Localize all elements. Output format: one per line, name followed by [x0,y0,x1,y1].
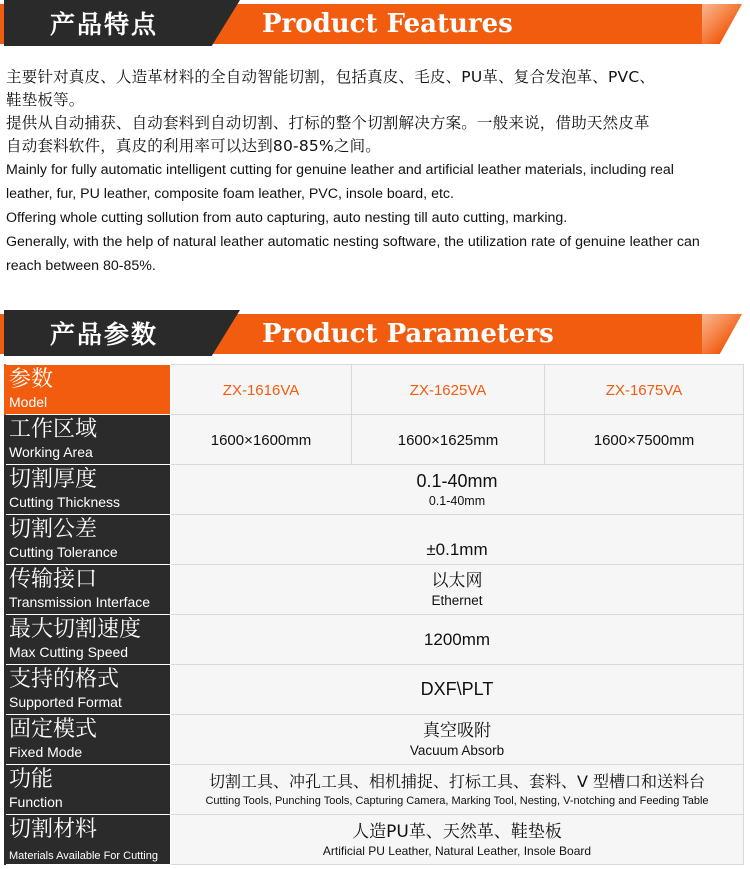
table-row-cutting-tolerance [5,515,744,565]
table-row-supported-format [5,665,744,715]
model-value: ZX-1675VA [605,382,683,399]
table-cell [171,365,352,415]
fixed-mode-value-en: Vacuum Absorb [409,742,505,758]
row-label [5,815,171,865]
row-label-cn: 切割公差 [9,517,98,542]
row-label-en: Fixed Mode [9,744,83,760]
desc-en-line: reach between 80-85%. [6,258,156,274]
row-label-cn: 支持的格式 [9,667,120,692]
row-label [5,665,171,715]
row-label [5,515,171,565]
table-row-materials [5,815,744,865]
desc-cn-line: 鞋垫板等。 [6,91,85,109]
working-area-value: 1600×7500mm [593,432,695,449]
cutting-thickness-value: 0.1-40mm [416,470,498,491]
model-value: ZX-1625VA [409,382,487,399]
row-label-cn: 切割材料 [9,817,98,842]
working-area-value: 1600×1600mm [210,432,312,449]
row-label-en: Cutting Thickness [9,494,121,510]
table-row-max-cutting-speed [5,615,744,665]
row-label-cn: 传输接口 [9,567,98,592]
table-row-cutting-thickness [5,465,744,515]
parameters-cn-title: 产品参数 [49,320,158,349]
table-cell [171,715,744,765]
row-label-en: Supported Format [9,694,122,710]
materials-value-en: Artificial PU Leather, Natural Leather, Insole Board [322,843,592,858]
desc-cn-line: 主要针对真皮、人造革材料的全自动智能切割，包括真皮、毛皮、PU革、复合发泡革、PVC、 [6,68,656,86]
table-cell [352,415,545,465]
max-cutting-speed-value: 1200mm [423,629,491,649]
row-label-cn: 固定模式 [9,717,98,742]
row-label-en: Materials Available For Cutting [9,850,158,862]
table-cell [171,415,352,465]
materials-value-cn: 人造PU革、天然革、鞋垫板 [352,821,562,842]
desc-cn-line: 自动套料软件，真皮的利用率可以达到80-85%之间。 [6,137,381,155]
features-description [6,66,744,278]
features-en-title: Product Features [262,9,513,39]
table-row-working-area [5,415,744,465]
row-label-en: Function [9,794,63,810]
desc-en-line: leather, fur, PU leather, composite foam leather, PVC, insole board, etc. [6,186,454,202]
table-cell [171,665,744,715]
table-cell [171,465,744,515]
row-label [5,565,171,615]
parameters-en-title: Product Parameters [262,319,554,349]
table-row-model [5,365,744,415]
table-cell [171,615,744,665]
table-cell [545,365,744,415]
parameters-table [4,364,744,865]
row-label [5,415,171,465]
table-cell [171,765,744,815]
table-cell [171,815,744,865]
row-label-cn: 切割厚度 [9,467,98,492]
cutting-thickness-sub: 0.1-40mm [428,493,486,508]
features-banner [0,0,750,48]
row-label-cn: 最大切割速度 [9,617,142,642]
table-cell [171,565,744,615]
working-area-value: 1600×1625mm [397,432,499,449]
row-label-en: Working Area [9,444,93,460]
row-label-en: Transmission Interface [9,594,151,610]
features-cn-title: 产品特点 [49,10,158,39]
row-label-cn: 功能 [9,767,54,792]
function-value-en: Cutting Tools, Punching Tools, Capturing Camera, Marking Tool, Nesting, V-notching and Feeding Table [205,794,709,807]
transmission-value-en: Ethernet [431,592,483,608]
row-label-cn: 参数 [9,367,54,392]
row-label-en: Model [9,394,48,410]
table-row-transmission-interface [5,565,744,615]
table-cell [352,365,545,415]
model-value: ZX-1616VA [222,382,300,399]
parameters-banner [0,310,750,358]
table-row-fixed-mode [5,715,744,765]
desc-cn-line: 提供从自动捕获、自动套料到自动切割、打标的整个切割解决方案。一般来说，借助天然皮革 [6,114,650,132]
row-label [5,765,171,815]
row-label [5,365,171,415]
row-label [5,715,171,765]
desc-en-line: Generally, with the help of natural leather automatic nesting software, the utilization rate of genuine leather can [6,234,700,250]
supported-format-value: DXF\PLT [420,679,494,699]
row-label-en: Cutting Tolerance [9,544,118,560]
table-cell [545,415,744,465]
cutting-tolerance-value: ±0.1mm [426,540,488,559]
row-label [5,615,171,665]
transmission-value-cn: 以太网 [431,570,483,591]
row-label [5,465,171,515]
row-label-cn: 工作区域 [9,417,98,442]
desc-en-line: Offering whole cutting sollution from auto capturing, auto nesting till auto cutting, marking. [6,210,568,226]
fixed-mode-value-cn: 真空吸附 [423,720,491,741]
function-value-cn: 切割工具、冲孔工具、相机捕捉、打标工具、套料、V 型槽口和送料台 [208,771,706,791]
table-row-function [5,765,744,815]
desc-en-line: Mainly for fully automatic intelligent cutting for genuine leather and artificial leather materials, including real [6,162,674,178]
table-cell [171,515,744,565]
row-label-en: Max Cutting Speed [9,644,129,660]
